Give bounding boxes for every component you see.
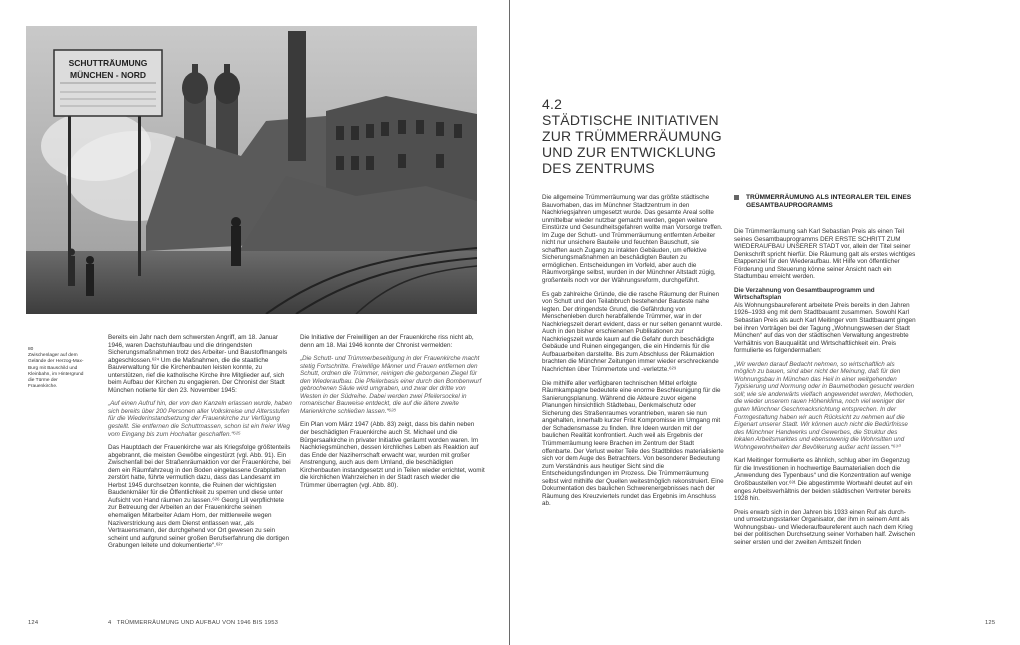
paragraph: Preis erwarb sich in den Jahren bis 1933 einen Ruf als durch- und umsetzungsstarker Organisator, der ihm in seinem Amt als Wohnungsbau- und Wiederaufbaureferent auch nach dem Krieg bei der politischen Durchsetzung seiner Vorhaben half. Zwischen seiner ersten und der zweiten Amtszeit finden	[734, 508, 915, 546]
heading-line: UND ZUR ENTWICKLUNG	[542, 144, 717, 160]
running-head	[108, 620, 278, 626]
left-column-1	[108, 334, 293, 556]
heading-line: ZUR TRÜMMERRÄUMUNG	[542, 128, 722, 144]
block-quote: „Auf einen Aufruf hin, der von den Kanzeln erlassen wurde, haben sich bereits über 200 Personen aller Volkskreise und Altersstufen für die Wiederinstandsetzung der Frauenkirche zur Verfügung gestellt. Sie entfernen die Schuttmassen, schon ist ein freier Weg vom Eingang bis zum Hochaltar geschaffen.“⁶²⁵	[108, 400, 292, 438]
rubble-clearing-photo	[26, 26, 477, 314]
subheading: Die Verzahnung von Gesamtbauprogramm und Wirtschaftsplan	[734, 286, 875, 302]
paragraph: Die Trümmerräumung sah Karl Sebastian Preis als einen Teil seines Gesamtbauprogramms DER ERSTE SCHRITT ZUM WIEDERAUFBAU UNSERER STADT vor, allein der Titel seiner Denkschrift spricht hierfür. Die Räumung galt als erstes wichtiges Etappenziel für den Wiederaufbau. Mit Hilfe von öffentlicher Förderung und Steuerung könne seiner Ansicht nach ein Stadtumbau erreicht werden.	[734, 228, 916, 281]
paragraph: Das Hauptdach der Frauenkirche war als Kriegsfolge größtenteils abgebrannt, die meisten Gewölbe eingestürzt (vgl. Abb. 91). Ein Zwischenfall bei der Straßenräumaktion vor der Frauenkirche, bei dem ein Räumfahrzeug in den Boden eingelassene Grabplatten zerstört hatte, führte vermutlich dazu, dass das Landesamt im Herbst 1945 durchsetzen konnte, die Ruinen der wichtigsten Baudenkmäler für die Öffentlichkeit zu sperren und diese unter Aufsicht von Hand räumen zu lassen.⁶²⁶ Georg Lill verpflichtete zur Betreuung der Arbeiten an der Frauenkirche seinen ehemaligen Mitarbeiter Adam Horn, der mittlerweile wegen Naziverstrickung aus dem Dienst entlassen war, „als Vertrauensmann, der durchgehend vor Ort gewesen zu sein scheint und aufgrund seiner großen Berufserfahrung die dortigen Grabungen leitete und dokumentierte“.⁶²⁷	[108, 444, 291, 550]
right-page	[510, 0, 1020, 645]
subsection-heading-text: TRÜMMERRÄUMUNG ALS INTEGRALER TEIL EINES GESAMTBAUPROGRAMMS	[746, 194, 912, 209]
left-column-2	[300, 334, 485, 495]
paragraph: Die mithilfe aller verfügbaren technischen Mittel erfolgte Räumkampagne bedeutete eine enorme Beschleunigung für die Sanierungsplanung. Während die Akteure zuvor eigene Planungen hinsichtlich Städtebau, Denkmalschutz oder Sicherung des Straßenraumes vorantrieben, waren sie nun angehalten, innerhalb kurzer Frist Kompromisse im Umgang mit der Schadensmasse zu finden. Ihre Ideen wurden mit der baulichen Realität konfrontiert. Auch weil als Ergebnis der Trümmerräumung leere Brachen im Zentrum der Stadt offenbarte. Der Verlust weiter Teile des Stadtbildes materialisierte sich vor dem Auge des Betrachters. Von besonderer Bedeutung zum Verständnis aus heutiger Sicht sind die Entscheidungsfindungen im Prozess. Die Trümmerräumung selbst wird mithilfe der Quellen weitestmöglich rekonstruiert. Eine Dokumentation des baulichen Schwerenergebnisses nach der Räumung des Kreuzviertels rundet das Ergebnis im Anschluss ab.	[542, 379, 724, 508]
heading-line: 4.2	[542, 96, 563, 112]
paragraph: Ein Plan vom März 1947 (Abb. 83) zeigt, dass bis dahin neben der beschädigten Frauenkirche auch St. Michael und die Bürgersaalkirche in privater Initiative geräumt worden waren. Im Nachkriegsmünchen, dessen kirchliches Leben als Reaktion auf das Ende der Naziherrschaft erwacht war, wurden mit großer Anstrengung, auch aus dem Umland, die beschädigten Kirchenbauten instandgesetzt und in Teilen wieder errichtet, womit die kirchlichen Wahrzeichen in der Stadt rasch wieder die Trümmer überragten (vgl. Abb. 80).	[300, 421, 485, 489]
sign-title-line-1: SCHUTTRÄUMUNG	[68, 58, 148, 68]
page-number-right: 125	[985, 620, 996, 626]
chapter-number: 4	[108, 620, 112, 626]
block-quote: „Die Schutt- und Trümmerbeseitigung in der Frauenkirche macht stetig Fortschritte. Freiwillige Männer und Frauen entfernen den Schutt, ordnen die Trümmer, reinigen die geborgenen Ziegel für den Wiederaufbau. Die Pfeilerbasis einer durch den Bombenwurf gebrochenen Säule wird umgraben, und zwar der dritte von Westen in der Südreihe. Dabei werden zwei Pfeilersockel in romanischer Bauweise entdeckt, die auf die ältere zweite Marienkirche schließen lassen.“⁶²⁸	[300, 355, 482, 415]
paragraph: Karl Meitinger formulierte es ähnlich, schlug aber im Gegenzug für die Investitionen in hochwertige Baumaterialien doch die „Anwendung des Typenbaus“ und die Konzentration auf wenige Großbaustellen vor.⁶³¹ Die abgestimmte Wortwahl deutet auf ein enges Arbeitsverhältnis der beiden städtischen Vertreter bereits 1928 hin.	[734, 457, 913, 503]
paragraph: Als Wohnungsbaureferent arbeitete Preis bereits in den Jahren 1926–1933 eng mit dem Stadtbauamt zusammen. Sowohl Karl Sebastian Preis als auch Karl Meitinger vom Stadtbauamt gingen bei ihren Vorträgen bei der Tagung „Wohnungswesen der Stadt München“ auf das von der städtischen Verwaltung angestrebte Verhältnis von Bauqualität und Wirtschaftlichkeit ein. Preis formulierte es folgendermaßen:	[734, 301, 916, 355]
heading-line: STÄDTISCHE INITIATIVEN	[542, 112, 719, 128]
paragraph: Bereits ein Jahr nach dem schwersten Angriff, am 18. Januar 1946, waren Dachstuhlaufbau und die dringendsten Sicherungsmaßnahmen trotz des Arbeiter- und Baustoffmangels abgeschlossen.⁶²⁴ Um die Maßnahmen, die die staatliche Bauverwaltung für die Kirchenbauten leisten konnte, zu unterstützen, rief die katholische Kirche ihre Mitglieder auf, sich beim Aufbau der Kirchen zu engagieren. Der Chronist der Stadt München notierte für den 23. November 1945:	[108, 334, 288, 394]
photo-caption: 80 Zwischenlager auf dem Gelände der Herzog-Max-Burg mit Bauschild und Kleinbahn, im Hintergrund die Türme der Frauenkirche.	[28, 347, 84, 390]
square-bullet-icon	[734, 195, 739, 200]
paragraph: Die Initiative der Freiwilligen an der Frauenkirche riss nicht ab, denn am 18. Mai 1946 konnte der Chronist vermelden:	[300, 334, 474, 349]
sign-title-line-2: MÜNCHEN - NORD	[69, 70, 147, 80]
left-page	[0, 0, 509, 645]
paragraph: Die allgemeine Trümmerräumung war das größte städtische Bauvorhaben, das im Münchner Stadtzentrum in den Nachkriegsjahren umgesetzt wurde. Das gesamte Areal sollte unmittelbar wieder nutzbar gemacht werden, gegen weitere Einstürze und Gesundheitsgefahren wollte man Vorsorge treffen. Im Zuge der Schutt- und Trümmerräumung entfernten Arbeiter nicht nur unsichere Bauteile und feuchten Bauschutt, sie schafften auch Zugang zu intakten Gebäuden, um effektive Sicherungsmaßnahmen an beschädigten Bauten zu ermöglichen. Entscheidungen im Vorfeld, aber auch die Räumvorgänge selbst, wurden in der Münchner Altstadt zügig, großenteils noch vor der Währungsreform, durchgeführt.	[542, 194, 723, 285]
right-column-2	[734, 228, 916, 552]
page-number-left: 124	[28, 620, 39, 626]
subsection-heading	[734, 194, 924, 209]
photo-illustration	[26, 26, 477, 314]
right-column-1	[542, 194, 724, 514]
block-quote: „Wir werden darauf Bedacht nehmen, so wirtschaftlich als möglich zu bauen, sind aber nicht der Meinung, daß für den Wohnungsbau in München das Heil in einer weitgehenden Typisierung und Normung oder in Baumethoden gesucht werden soll; wie sie anderwärts vielfach angewendet werden, Methoden, die wieder unserem rauen Höhenklima, noch viel weniger der guten Münchner Geschmacksrichtung entsprechen. In der Formgestaltung haben wir auch Rücksicht zu nehmen auf die Eigenart unserer Stadt. Wir können auch nicht die Bedürfnisse des Münchner Handwerks und Gewerbes, die Struktur des lokalen Arbeitsmarktes und ebensowenig die Wohnsitten und Wohngewohnheiten der Bevölkerung außer acht lassen.“⁶³⁰	[734, 360, 915, 451]
heading-line: DES ZENTRUMS	[542, 160, 655, 176]
section-heading	[542, 96, 732, 176]
chapter-title: TRÜMMERRÄUMUNG UND AUFBAU VON 1946 BIS 1953	[116, 620, 279, 626]
paragraph: Es gab zahlreiche Gründe, die die rasche Räumung der Ruinen von Schutt und den Teilabbruch bestehender Bauteste nahe legten. Der dringendste Grund, die Gefährdung von Menschenleben durch herabfallende Trümmer, war in der Nachkriegszeit derart evident, dass er nur selten genannt wurde. Auch in den bisher erschienenen Publikationen zur Nachkriegszeit wurde kaum auf die Gefahr durch beschädigte Gebäude und Ruinen eingegangen, die ein Hindernis für die Aufbauarbeiten darstellte. Bis zum Abschluss der Räumaktion brachten die Münchner Zeitungen immer wieder erschreckende Nachrichten über Trümmertote und -verletzte.⁶²⁹	[542, 290, 723, 374]
